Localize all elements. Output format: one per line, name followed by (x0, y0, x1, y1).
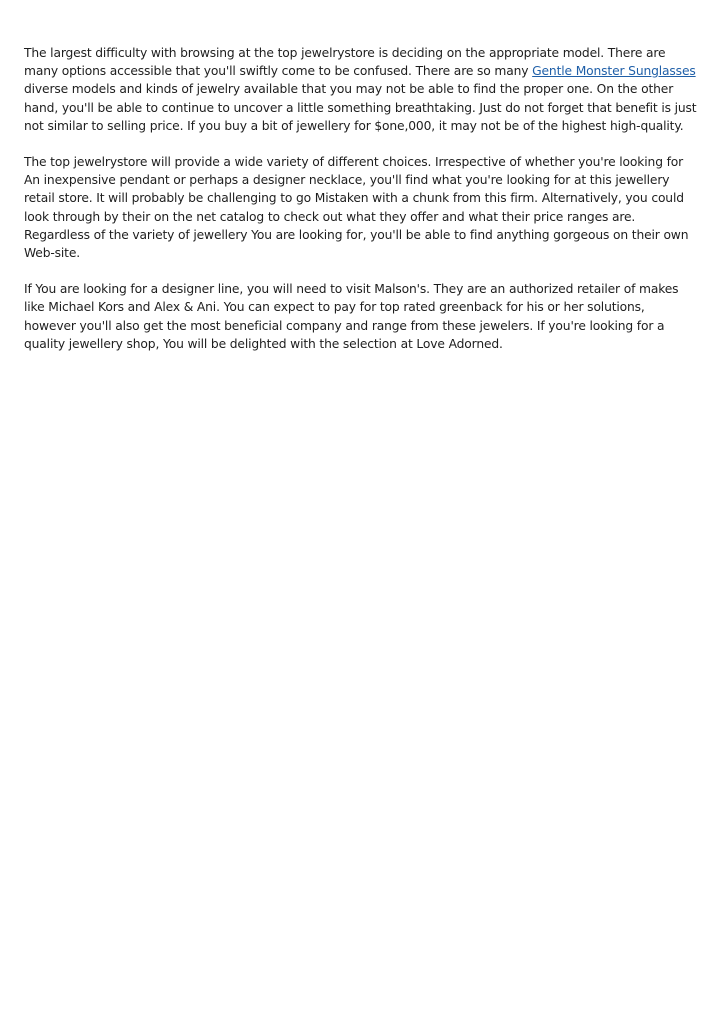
document-body (24, 44, 700, 371)
paragraph-2: The top jewelrystore will provide a wide variety of different choices. Irrespective of whether you're looking for An inexpensive pendant or perhaps a designer necklace, you'll find what you're looking for at this jewellery retail store. It will probably be challenging to go Mistaken with a chunk from this firm. Alternatively, you could look through by their on the net catalog to check out what they offer and what their price ranges are. Regardless of the variety of jewellery You are looking for, you'll be able to find anything gorgeous on their own Web-site. (24, 155, 689, 261)
paragraph-3: If You are looking for a designer line, you will need to visit Malson's. They are an authorized retailer of makes like Michael Kors and Alex & Ani. You can expect to pay for top rated greenback for his or her solutions, however you'll also get the most beneficial company and range from these jewelers. If you're looking for a quality jewellery shop, You will be delighted with the selection at Love Adorned. (24, 282, 679, 351)
paragraph-1-text-before: The largest difficulty with browsing at the top jewelrystore is deciding on the appropriate model. There are many options accessible that you'll swiftly come to be confused. There are so many (24, 46, 666, 79)
gentle-monster-sunglasses-link[interactable]: Gentle Monster Sunglasses (532, 64, 696, 79)
paragraph-1 (24, 44, 700, 135)
paragraph-1-text-after: diverse models and kinds of jewelry available that you may not be able to find the proper one. On the other hand, you'll be able to continue to uncover a little something breathtaking. Just do not forget that benefit is just not similar to selling price. If you buy a bit of jewellery for $one,000, it may not be of the highest high-quality. (24, 82, 697, 133)
